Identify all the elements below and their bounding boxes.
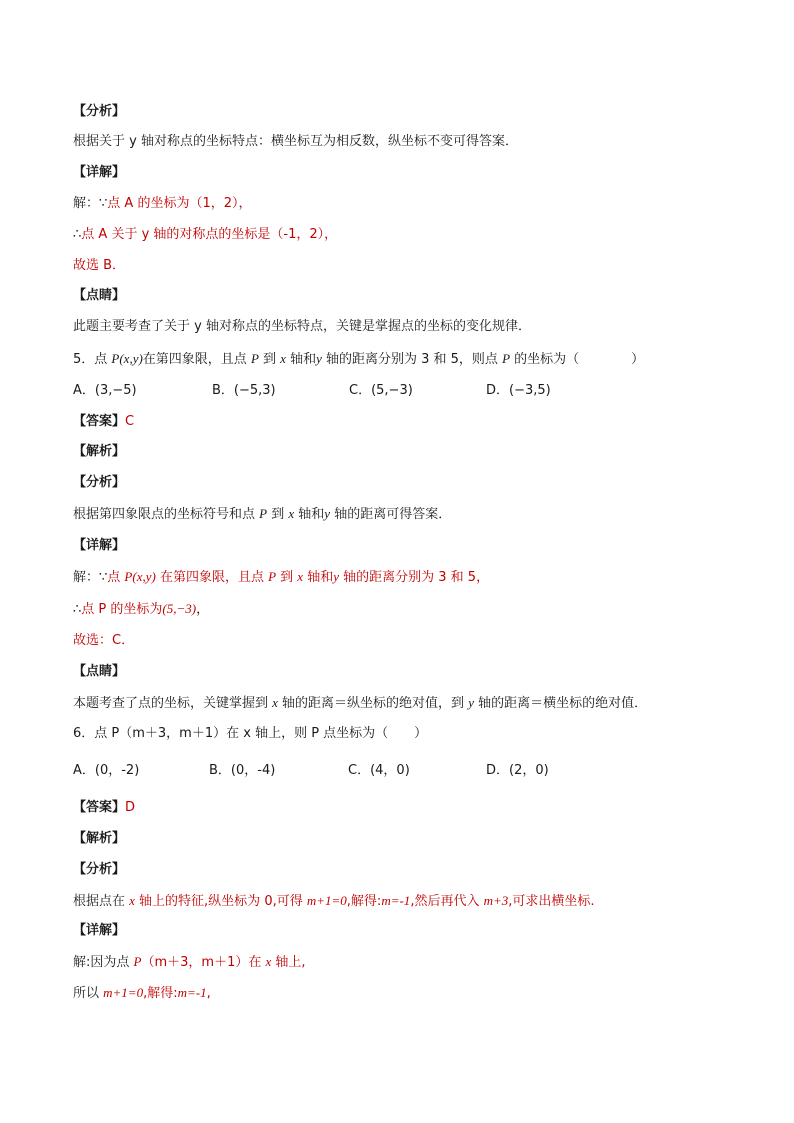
comment-text: 此题主要考查了关于 y 轴对称点的坐标特点，关键是掌握点的坐标的变化规律． (73, 319, 531, 334)
q6-option-d: D．(2，0) (486, 763, 549, 778)
section-detail-heading: 【详解】 (73, 165, 126, 180)
q6-option-a: A．(0，-2) (73, 763, 140, 778)
q6-option-b: B．(0，-4) (209, 763, 276, 778)
q6-solution-line: 所以 m+1=0,解得:m=-1, (73, 985, 211, 1001)
question-6-stem: 6．点 P（m＋3，m＋1）在 x 轴上，则 P 点坐标为（ ） (73, 726, 428, 741)
section-comment-heading: 【点睛】 (73, 288, 126, 303)
analysis-text: 根据关于 y 轴对称点的坐标特点：横坐标互为相反数，纵坐标不变可得答案． (73, 134, 518, 149)
q6-analysis-text: 根据点在 x 轴上的特征,纵坐标为 0,可得 m+1=0,解得:m=-1,然后再代入 m+3,可求出横坐标. (73, 893, 595, 909)
q6-solution-line: 解:因为点 P（m＋3，m＋1）在 x 轴上, (73, 954, 306, 970)
q5-analysis-text: 根据第四象限点的坐标符号和点 P 到 x 轴和y 轴的距离可得答案． (73, 506, 452, 522)
solution-line: 解：∵点 A 的坐标为（1，2）， (73, 196, 252, 211)
q6-analysis-heading: 【分析】 (73, 862, 126, 877)
q5-option-b: B．(−5,3) (212, 383, 276, 398)
q5-detail-heading: 【详解】 (73, 538, 126, 553)
solution-line: 故选 B． (73, 258, 126, 273)
q6-explanation-heading: 【解析】 (73, 831, 126, 846)
q5-solution-line: ∴点 P 的坐标为(5,−3)， (73, 601, 210, 617)
solution-line: ∴点 A 关于 y 轴的对称点的坐标是（-1，2）， (73, 227, 338, 242)
section-analysis-heading: 【分析】 (73, 104, 126, 119)
q5-solution-line: 故选：C． (73, 633, 135, 648)
q6-detail-heading: 【详解】 (73, 923, 126, 938)
question-5-stem: 5．点 P(x,y)在第四象限，且点 P 到 x 轴和y 轴的距离分别为 3 和 5，则点 P 的坐标为（ ） (73, 351, 645, 367)
q5-explanation-heading: 【解析】 (73, 444, 126, 459)
q5-option-d: D．(−3,5) (486, 383, 551, 398)
q5-solution-line: 解：∵点 P(x,y) 在第四象限，且点 P 到 x 轴和y 轴的距离分别为 3 和 5， (73, 569, 490, 585)
q5-comment-heading: 【点睛】 (73, 664, 126, 679)
q5-analysis-heading: 【分析】 (73, 475, 126, 490)
q5-option-c: C．(5,−3) (349, 383, 413, 398)
q6-answer: 【答案】D (73, 800, 136, 815)
q5-comment-text: 本题考查了点的坐标，关键掌握到 x 轴的距离＝纵坐标的绝对值，到 y 轴的距离＝横坐标的绝对值． (73, 695, 648, 711)
q5-answer: 【答案】C (73, 414, 135, 429)
q6-option-c: C．(4，0) (348, 763, 410, 778)
q5-option-a: A．(3,−5) (73, 383, 137, 398)
